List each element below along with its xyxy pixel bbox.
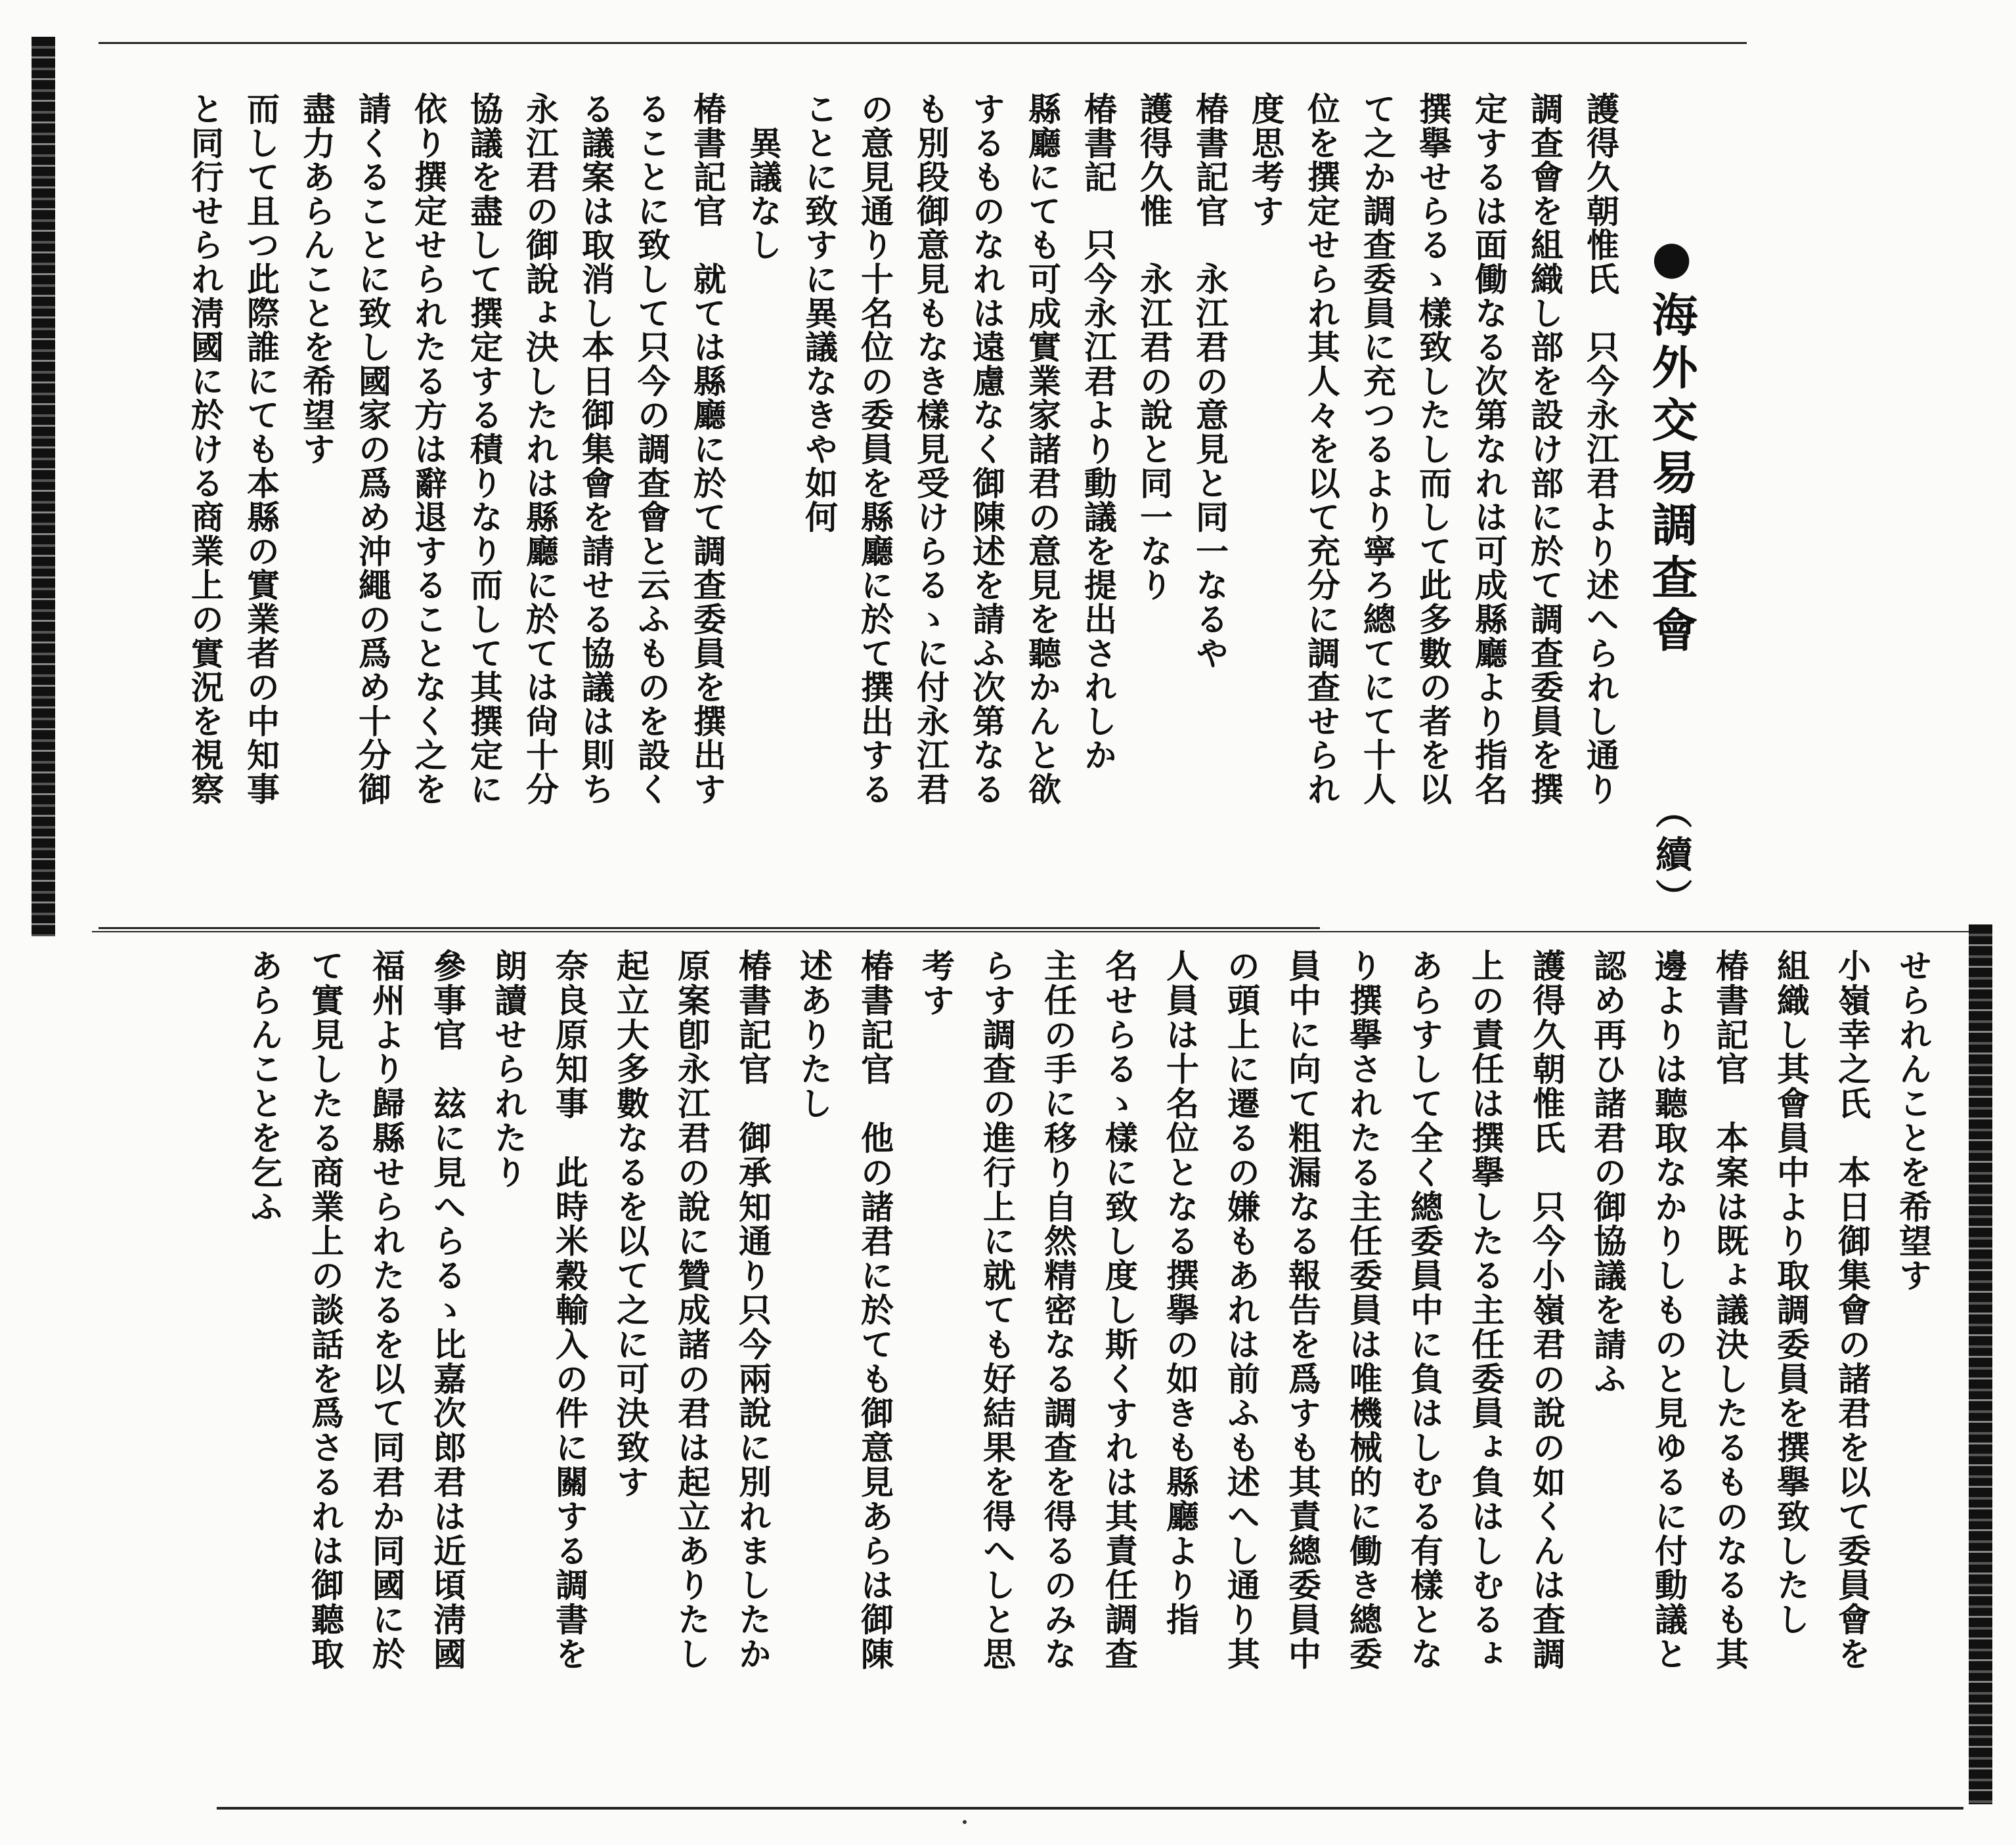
text-column: 邊よりは聽取なかりしものと見ゆるに付動議と: [1650, 949, 1688, 1672]
text-column: 原案卽永江君の說に贊成諸の君は起立ありたし: [672, 949, 711, 1672]
continued-marker: （續）: [1650, 792, 1693, 922]
text-column: 定するは面働なる次第なれは可成縣廳より指名: [1470, 92, 1508, 806]
text-column: するものなれは遠慮なく御陳述を請ふ次第なる: [967, 92, 1006, 806]
text-column: せられんことを希望す: [1894, 949, 1933, 1293]
article-title-text: ●海外交易調查會: [1644, 230, 1699, 659]
text-column: 主任の手に移り自然精密なる調查を得るのみな: [1039, 949, 1078, 1672]
text-column: あらんことを乞ふ: [245, 949, 284, 1225]
text-column: の頭上に遷るの嫌もあれは前ふも述へし通り其: [1222, 949, 1261, 1672]
text-column: あらすして全く總委員中に負はしむる有樣とな: [1405, 949, 1444, 1672]
article-title: [1645, 230, 1698, 922]
right-binding-strip: [1969, 924, 1992, 1804]
text-column: 盡力あらんことを希望す: [297, 92, 336, 466]
text-column: 起立大多數なるを以て之に可決致す: [611, 949, 650, 1500]
bottom-rule: [217, 1807, 1963, 1810]
text-column: 福州より歸縣せられたるを以て同君か同國に於: [367, 949, 406, 1672]
text-column: 度思考す: [1246, 92, 1285, 228]
text-column: 而して且つ此際誰にても本縣の實業者の中知事: [242, 92, 280, 806]
text-column: 永江君の御說ょ決したれは縣廳に於ては尙十分: [521, 92, 559, 806]
text-column: 參事官 玆に見へらるゝ比嘉次郎君は近頃淸國: [428, 949, 467, 1672]
text-column: て之か調查委員に充つるより寧ろ總てにて十人: [1358, 92, 1397, 806]
text-column: も別段御意見もなき樣見受けらるゝに付永江君: [911, 92, 950, 806]
text-column: 位を撰定せられ其人々を以て充分に調查せられ: [1302, 92, 1341, 806]
text-column: 名せらるゝ樣に致し度し斯くすれは其責任調查: [1100, 949, 1139, 1672]
text-column: ことに致すに異議なきや如何: [800, 92, 839, 534]
text-column: 椿書記官 就ては縣廳に於て調查委員を撰出す: [688, 92, 727, 806]
text-column: 調查會を組織し部を設け部に於て調查委員を撰: [1525, 92, 1564, 806]
text-column: 組織し其會員中より取調委員を撰擧致したし: [1772, 949, 1810, 1637]
text-column: 奈良原知事 此時米穀輸入の件に關する調書を: [550, 949, 589, 1672]
middle-rule-upper: [99, 927, 1320, 929]
text-column: 人員は十名位となる撰擧の如きも縣廳より指: [1161, 949, 1200, 1637]
text-column: 考す: [917, 949, 955, 1018]
text-column: 異議なし: [744, 92, 783, 262]
top-rule: [99, 42, 1747, 44]
text-column: 撰擧せらるゝ樣致したし而して此多數の者を以: [1414, 92, 1453, 806]
text-column: ることに致して只今の調查會と云ふものを設く: [632, 92, 671, 806]
text-column: 椿書記官 御承知通り只今兩說に別れましたか: [734, 949, 772, 1672]
text-column: り撰擧されたる主任委員は唯機械的に働き總委: [1344, 949, 1383, 1672]
text-column: 員中に向て粗漏なる報告を爲すも其責總委員中: [1283, 949, 1322, 1672]
text-column: 護得久朝惟氏 只今永江君より述へられし通り: [1581, 92, 1620, 806]
text-column: 縣廳にても可成實業家諸君の意見を聽かんと欲: [1023, 92, 1062, 806]
text-column: 小嶺幸之氏 本日御集會の諸君を以て委員會を: [1833, 949, 1872, 1672]
text-column: 椿書記 只今永江君より動議を提出されしか: [1079, 92, 1118, 772]
text-column: 認め再ひ諸君の御協議を請ふ: [1589, 949, 1627, 1397]
upper-text-block: [112, 92, 1629, 919]
text-column: 護得久惟 永江君の說と同一なり: [1135, 92, 1173, 602]
text-column: 椿書記官 永江君の意見と同一なるや: [1191, 92, 1229, 670]
text-column: 請くることに致し國家の爲め沖繩の爲め十分御: [353, 92, 392, 806]
text-column: 朗讀せられたり: [489, 949, 528, 1190]
left-binding-strip: [32, 37, 55, 936]
text-column: 護得久朝惟氏 只今小嶺君の說の如くんは査調: [1527, 949, 1566, 1672]
text-column: 依り撰定せられたる方は辭退することなく之を: [409, 92, 448, 806]
text-column: 述ありたし: [795, 949, 833, 1121]
text-column: らす調查の進行上に就ても好結果を得へしと思: [978, 949, 1017, 1672]
text-column: て實見したる商業上の談話を爲さるれは御聽取: [306, 949, 345, 1672]
speck: [963, 1820, 967, 1824]
middle-rule-lower: [92, 931, 1970, 932]
text-column: の意見通り十名位の委員を縣廳に於て撰出する: [856, 92, 894, 806]
text-column: る議案は取消し本日御集會を請せる協議は則ち: [577, 92, 615, 806]
text-column: 協議を盡して撰定する積りなり而して其撰定に: [465, 92, 504, 806]
lower-text-block: [223, 949, 1944, 1796]
text-column: 上の責任は撰擧したる主任委員ょ負はしむるょ: [1466, 949, 1505, 1672]
text-column: と同行せられ淸國に於ける商業上の實況を視察: [186, 92, 225, 806]
text-column: 椿書記官 本案は既ょ議決したるものなるも其: [1711, 949, 1749, 1672]
text-column: 椿書記官 他の諸君に於ても御意見あらは御陳: [856, 949, 894, 1672]
